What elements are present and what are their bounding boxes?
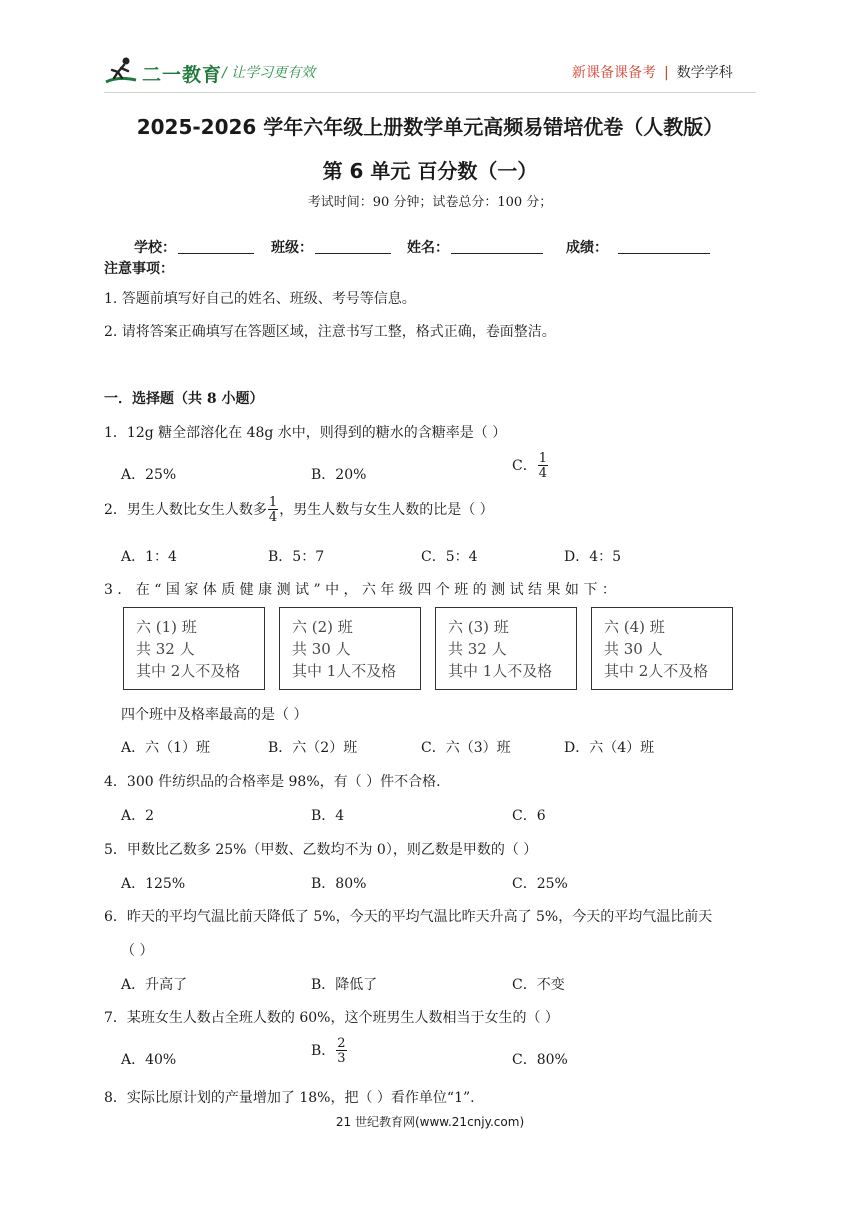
class-result-box — [591, 607, 733, 690]
fraction-denominator: 4 — [268, 510, 278, 525]
q2-stem-pre: 2．男生人数比女生人数多 — [104, 502, 267, 518]
fraction-denominator: 3 — [337, 1051, 346, 1066]
q1-stem: 1．12g 糖全部溶化在 48g 水中，则得到的糖水的含糖率是（ ） — [104, 425, 507, 441]
fraction-denominator: 4 — [538, 466, 547, 481]
q7-option-b-fraction — [336, 1037, 346, 1065]
class-name: 六 (1) 班 — [136, 618, 197, 636]
header-divider — [104, 92, 756, 93]
fraction-numerator: 1 — [538, 451, 547, 466]
q4-option-c[interactable]: C．6 — [512, 808, 546, 824]
class-result-box — [279, 607, 421, 690]
fraction-numerator: 2 — [337, 1036, 346, 1051]
class-name: 六 (3) 班 — [448, 618, 509, 636]
q3-option-a[interactable]: A．六（1）班 — [121, 740, 211, 756]
q3-option-c[interactable]: C．六（3）班 — [421, 740, 511, 756]
q1-option-b[interactable]: B．20% — [311, 467, 367, 483]
header-tag-red: 新课备课备考 — [572, 65, 656, 81]
score-field[interactable] — [618, 253, 710, 254]
logo-text: 二一教育 — [142, 64, 223, 86]
note-item: 1. 答题前填写好自己的姓名、班级、考号等信息。 — [104, 291, 416, 307]
q4-option-b[interactable]: B．4 — [311, 808, 345, 824]
q3-question: 四个班中及格率最高的是（ ） — [121, 707, 308, 723]
page-subtitle: 第 6 单元 百分数（一） — [322, 159, 538, 183]
note-item: 2. 请将答案正确填写在答题区域，注意书写工整，格式正确，卷面整洁。 — [104, 324, 556, 340]
page-title: 2025-2026 学年六年级上册数学单元高频易错培优卷（人教版） — [136, 115, 724, 139]
class-total: 共 32 人 — [448, 640, 507, 658]
q2-option-b[interactable]: B．5：7 — [268, 549, 325, 565]
school-field[interactable] — [178, 253, 254, 254]
q5-stem: 5．甲数比乙数多 25%（甲数、乙数均不为 0），则乙数是甲数的（ ） — [104, 842, 538, 858]
class-failed: 其中 1人不及格 — [448, 662, 553, 680]
q3-option-b[interactable]: B．六（2）班 — [268, 740, 358, 756]
q5-option-a[interactable]: A．125% — [121, 876, 186, 892]
class-total: 共 30 人 — [604, 640, 663, 658]
class-total: 共 32 人 — [136, 640, 195, 658]
q1-option-c-prefix: C． — [512, 458, 537, 474]
q2-fraction — [268, 496, 278, 524]
class-failed: 其中 2人不及格 — [604, 662, 709, 680]
q8-stem: 8．实际比原计划的产量增加了 18%，把（ ）看作单位“1”. — [104, 1090, 475, 1106]
header-separator: | — [664, 65, 669, 81]
class-field[interactable] — [315, 253, 391, 254]
q6-option-a[interactable]: A．升高了 — [121, 977, 188, 993]
q3-stem: 3 ． 在 “ 国 家 体 质 健 康 测 试 ” 中 ， 六 年 级 四 个 班 的 测 试 结 果 如 下 ： — [104, 582, 616, 598]
q4-stem: 4．300 件纺织品的合格率是 98%，有（ ）件不合格. — [104, 774, 441, 790]
q2-stem-post: ，男生人数与女生人数的比是（ ） — [279, 502, 494, 518]
q2-stem — [104, 496, 494, 524]
q7-option-a[interactable]: A．40% — [121, 1052, 177, 1068]
header-right — [572, 62, 733, 82]
q2-option-a[interactable]: A．1：4 — [121, 549, 177, 565]
q3-option-d[interactable]: D．六（4）班 — [564, 740, 655, 756]
name-label: 姓名： — [407, 240, 449, 256]
section-heading: 一．选择题（共 8 小题） — [104, 391, 264, 407]
q5-option-c[interactable]: C．25% — [512, 876, 568, 892]
q1-option-c-fraction — [538, 452, 548, 480]
q4-option-a[interactable]: A．2 — [121, 808, 155, 824]
fraction-numerator: 1 — [268, 495, 278, 510]
q7-option-c[interactable]: C．80% — [512, 1052, 568, 1068]
logo-runner-icon — [104, 56, 138, 86]
exam-info: 考试时间：90 分钟；试卷总分：100 分； — [307, 195, 553, 210]
notes-heading: 注意事项： — [104, 261, 174, 277]
q7-stem: 7．某班女生人数占全班人数的 60%，这个班男生人数相当于女生的（ ） — [104, 1010, 559, 1026]
page-footer: 21 世纪教育网(www.21cnjy.com) — [335, 1115, 525, 1129]
name-field[interactable] — [451, 253, 543, 254]
q6-stem-blank: （ ） — [121, 943, 154, 959]
q1-option-c[interactable] — [512, 452, 549, 480]
class-result-box — [435, 607, 577, 690]
q2-option-d[interactable]: D．4：5 — [564, 549, 622, 565]
score-label: 成绩： — [566, 240, 608, 256]
q6-option-c[interactable]: C．不变 — [512, 977, 565, 993]
q7-option-b[interactable] — [311, 1037, 348, 1065]
slogan: / 让学习更有效 — [222, 65, 316, 81]
school-label: 学校： — [134, 240, 176, 256]
class-name: 六 (2) 班 — [292, 618, 353, 636]
class-failed: 其中 1人不及格 — [292, 662, 397, 680]
header-subject: 数学学科 — [676, 65, 733, 81]
q7-option-b-prefix: B． — [311, 1043, 336, 1059]
class-total: 共 30 人 — [292, 640, 351, 658]
q1-option-a[interactable]: A．25% — [121, 467, 177, 483]
class-result-box — [123, 607, 265, 690]
q2-option-c[interactable]: C．5：4 — [421, 549, 478, 565]
q6-option-b[interactable]: B．降低了 — [311, 977, 378, 993]
class-failed: 其中 2人不及格 — [136, 662, 241, 680]
class-name: 六 (4) 班 — [604, 618, 665, 636]
class-label: 班级： — [271, 240, 313, 256]
q6-stem: 6．昨天的平均气温比前天降低了 5%，今天的平均气温比昨天升高了 5%，今天的平均气温比前天 — [104, 909, 713, 925]
q5-option-b[interactable]: B．80% — [311, 876, 367, 892]
